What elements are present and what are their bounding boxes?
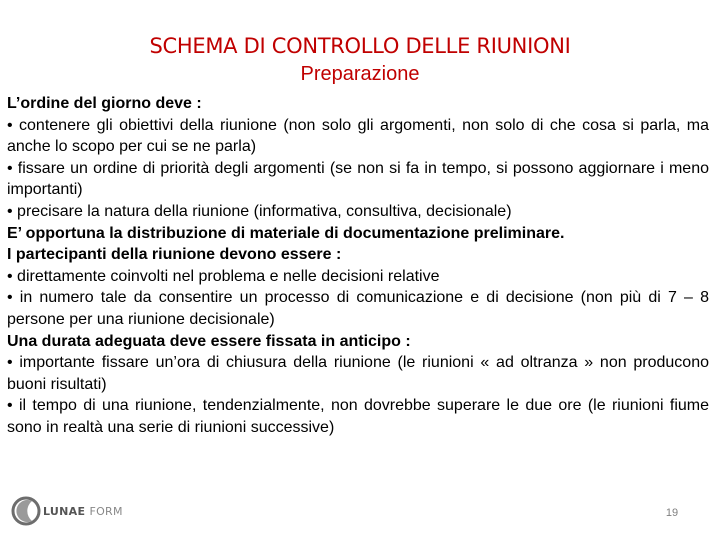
bullet-item: • in numero tale da consentire un processo di comunicazione e di decisione (non più di 7 – 8 persone per una riunione decisionale) [7, 289, 709, 328]
slide-body [7, 93, 709, 439]
heading-documentation: E’ opportuna la distribuzione di materiale di documentazione preliminare. [7, 224, 565, 242]
heading-participants: I partecipanti della riunione devono essere : [7, 246, 342, 264]
logo-text [43, 505, 123, 518]
lunae-form-logo-icon [10, 495, 42, 527]
heading-duration: Una durata adeguata deve essere fissata in anticipo : [7, 332, 411, 350]
logo-word-lunae: LUNAE [43, 504, 86, 518]
page-number: 19 [665, 507, 679, 519]
bullet-item: • precisare la natura della riunione (informativa, consultiva, decisionale) [7, 202, 512, 220]
bullet-item: • fissare un ordine di priorità degli argomenti (se non si fa in tempo, si possono aggiornare i meno importanti) [7, 159, 709, 199]
company-logo [10, 494, 123, 528]
slide-title: SCHEMA DI CONTROLLO DELLE RIUNIONI [149, 34, 571, 58]
bullet-item: • contenere gli obiettivi della riunione (non solo gli argomenti, non solo di che cosa si parla, ma anche lo scopo per cui se ne parla) [7, 116, 709, 156]
heading-agenda: L’ordine del giorno deve : [7, 95, 202, 112]
bullet-item: • il tempo di una riunione, tendenzialmente, non dovrebbe superare le due ore (le riunioni fiume sono in realtà una serie di riunioni successive) [7, 397, 709, 436]
logo-word-form: FORM [89, 504, 123, 518]
bullet-item: • direttamente coinvolti nel problema e nelle decisioni relative [7, 267, 440, 285]
slide-subtitle: Preparazione [300, 63, 420, 85]
bullet-item: • importante fissare un’ora di chiusura della riunione (le riunioni « ad oltranza » non producono buoni risultati) [7, 354, 709, 393]
